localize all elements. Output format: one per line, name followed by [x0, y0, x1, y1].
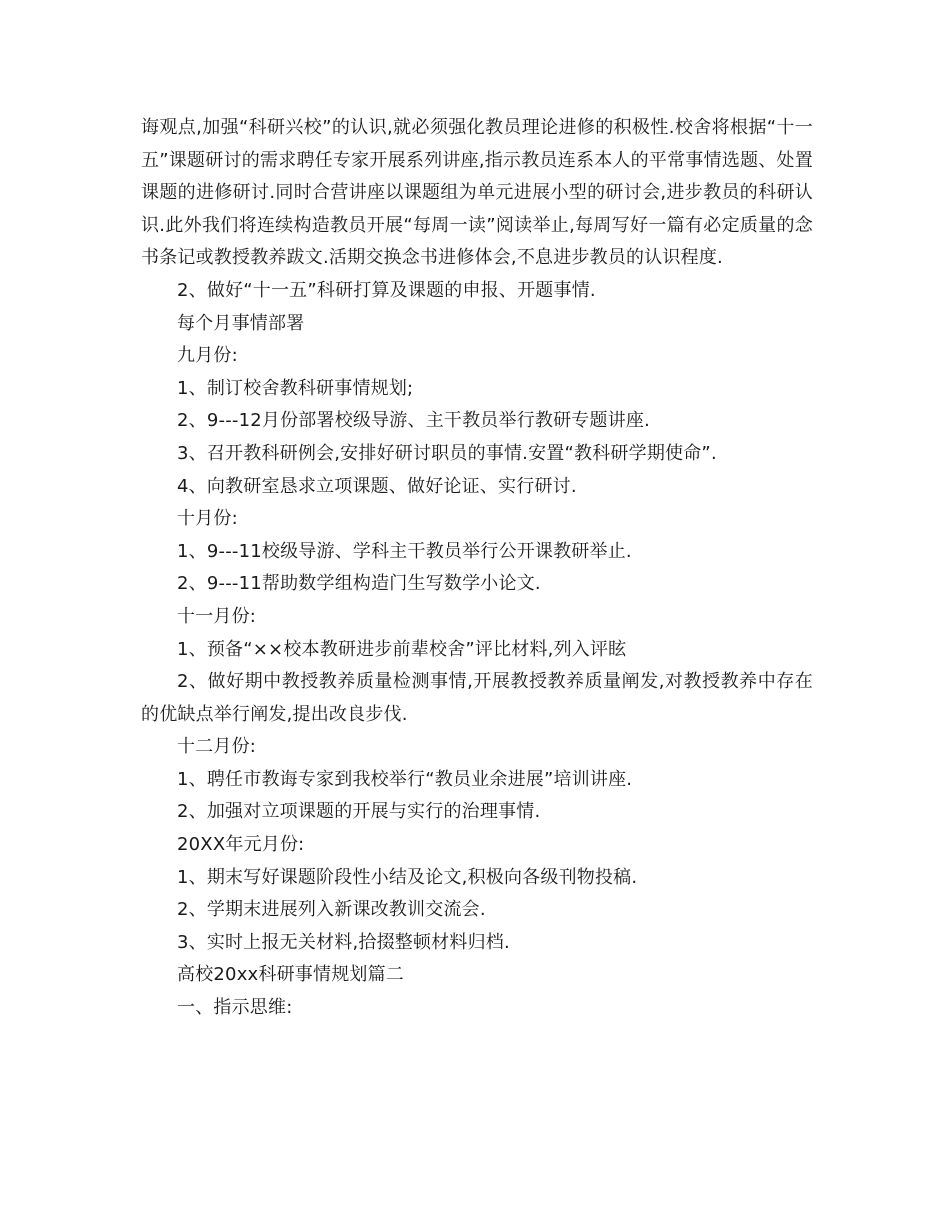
paragraph-item: 1、9---11校级导游、学科主干教员举行公开课教研举止.	[177, 540, 632, 562]
paragraph-item: 3、召开教科研例会,安排好研讨职员的事情.安置“教科研学期使命”.	[177, 442, 717, 464]
paragraph-item: 2、加强对立项课题的开展与实行的治理事情.	[177, 801, 541, 823]
month-heading-november: 十一月份:	[177, 605, 257, 627]
section-heading-guiding-thought: 一、指示思维:	[177, 997, 293, 1019]
paragraph-item: 2、学期末进展列入新课改教训交流会.	[177, 899, 486, 921]
document-body	[141, 112, 813, 1025]
paragraph-item: 2、9---12月份部署校级导游、主干教员举行教研专题讲座.	[177, 410, 651, 432]
section-title-part-two: 高校20xx科研事情规划篇二	[177, 964, 405, 986]
month-heading-december: 十二月份:	[177, 736, 257, 758]
month-heading-january: 20XX年元月份:	[177, 834, 305, 856]
paragraph-item: 1、预备“××校本教研进步前辈校舍”评比材料,列入评眩	[177, 638, 627, 660]
month-heading-october: 十月份:	[177, 508, 238, 530]
paragraph-item: 1、聘任市教诲专家到我校举行“教员业余进展”培训讲座.	[177, 768, 633, 790]
paragraph-item: 2、做好“十一五”科研打算及课题的申报、开题事情.	[177, 279, 596, 301]
paragraph-teacher-study: 诲观点,加强“科研兴校”的认识,就必须强化教员理论进修的积极性.校舍将根据“十一五”课题研讨的需求聘任专家开展系列讲座,指示教员连系本人的平常事情选题、处置课题的进修研讨.同时合营讲座以课题组为单元进展小型的研讨会,进步教员的科研认识.此外我们将连续构造教员开展“每周一读”阅读举止,每周写好一篇有必定质量的念书条记或教授教养跋文.活期交换念书进修体会,不息进步教员的认识程度.	[141, 117, 813, 269]
paragraph-item: 1、制订校舍教科研事情规划;	[177, 377, 414, 399]
section-heading-monthly-plan: 每个月事情部署	[177, 312, 305, 334]
paragraph-item: 3、实时上报无关材料,拾掇整顿材料归档.	[177, 931, 510, 953]
paragraph-item: 1、期末写好课题阶段性小结及论文,积极向各级刊物投稿.	[177, 866, 638, 888]
paragraph-item: 2、9---11帮助数学组构造门生写数学小论文.	[177, 573, 541, 595]
paragraph-item: 2、做好期中教授教养质量检测事情,开展教授教养质量阐发,对教授教养中存在的优缺点举行阐发,提出改良步伐.	[141, 671, 813, 725]
paragraph-item: 4、向教研室恳求立项课题、做好论证、实行研讨.	[177, 475, 577, 497]
month-heading-september: 九月份:	[177, 345, 238, 367]
